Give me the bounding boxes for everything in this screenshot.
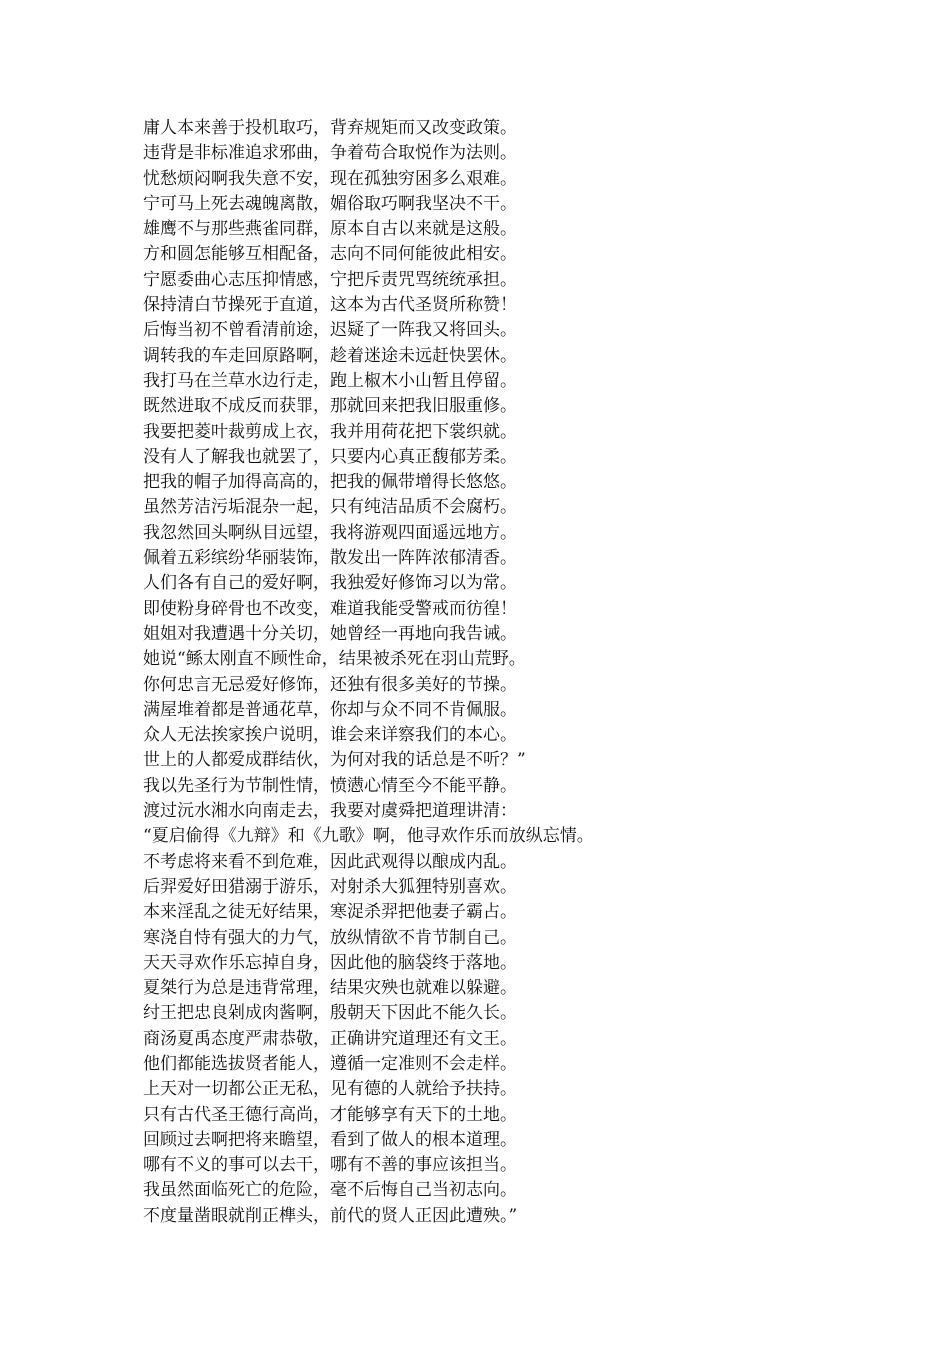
poem-text xyxy=(143,116,933,1229)
line-second-half: 我独爱好修饰习以为常。 xyxy=(330,573,517,594)
line-first-half: 渡过沅水湘水向南走去， xyxy=(143,801,330,822)
line-first-half: 天天寻欢作乐忘掉自身， xyxy=(143,952,330,973)
line-second-half: 我并用荷花把下裳织就。 xyxy=(330,421,517,442)
poem-line xyxy=(143,926,933,951)
poem-line xyxy=(143,622,933,647)
line-second-half: 媚俗取巧啊我坚决不干。 xyxy=(330,193,517,214)
line-first-half: 保持清白节操死于直道， xyxy=(143,295,330,316)
poem-line xyxy=(143,1052,933,1077)
line-second-half: 愤懑心情至今不能平静。 xyxy=(330,775,517,796)
line-first-half: 只有古代圣王德行高尚， xyxy=(143,1104,330,1125)
line-second-half: 结果灾殃也就难以躲避。 xyxy=(330,978,517,999)
line-second-half: 因此他的脑袋终于落地。 xyxy=(330,952,517,973)
poem-line xyxy=(143,445,933,470)
poem-line xyxy=(143,673,933,698)
poem-line xyxy=(143,597,933,622)
line-second-half: 他寻欢作乐而放纵忘情。 xyxy=(406,826,594,847)
poem-line xyxy=(143,799,933,824)
poem-line xyxy=(143,824,933,849)
poem-line xyxy=(143,1204,933,1229)
line-first-half: 不考虑将来看不到危难， xyxy=(143,851,330,872)
line-first-half: 我虽然面临死亡的危险， xyxy=(143,1180,330,1201)
poem-line xyxy=(143,1027,933,1052)
poem-line xyxy=(143,521,933,546)
poem-line xyxy=(143,1001,933,1026)
line-second-half: 还独有很多美好的节操。 xyxy=(330,674,517,695)
line-first-half: 佩着五彩缤纷华丽装饰， xyxy=(143,548,330,569)
poem-line xyxy=(143,571,933,596)
poem-line xyxy=(143,1153,933,1178)
line-second-half: 背弃规矩而又改变政策。 xyxy=(330,118,517,138)
line-first-half: 虽然芳洁污垢混杂一起， xyxy=(143,497,330,518)
line-second-half: 她曾经一再地向我告诫。 xyxy=(330,623,517,644)
line-second-half: 正确讲究道理还有文王。 xyxy=(330,1028,517,1049)
line-second-half: 对射杀大狐狸特别喜欢。 xyxy=(330,876,517,897)
line-second-half: 你却与众不同不肯佩服。 xyxy=(330,699,517,720)
line-first-half: 我要把菱叶裁剪成上衣， xyxy=(143,421,330,442)
poem-line xyxy=(143,141,933,166)
line-first-half: 哪有不义的事可以去干， xyxy=(143,1155,330,1176)
poem-line xyxy=(143,268,933,293)
line-second-half: 争着苟合取悦作为法则。 xyxy=(330,143,517,164)
poem-line xyxy=(143,242,933,267)
line-second-half: 原本自古以来就是这般。 xyxy=(330,219,517,240)
line-first-half: 没有人了解我也就罢了， xyxy=(143,446,330,467)
line-second-half: 散发出一阵阵浓郁清香。 xyxy=(330,548,517,569)
line-first-half: 满屋堆着都是普通花草， xyxy=(143,699,330,720)
line-first-half: 寒浇自恃有强大的力气， xyxy=(143,927,330,948)
line-second-half: 谁会来详察我们的本心。 xyxy=(330,725,517,746)
line-second-half: 寒浞杀羿把他妻子霸占。 xyxy=(330,902,517,923)
line-first-half: 众人无法挨家挨户说明， xyxy=(143,725,330,746)
line-first-half: 他们都能选拔贤者能人， xyxy=(143,1053,330,1074)
line-second-half: 趁着迷途未远赶快罢休。 xyxy=(330,345,517,366)
line-first-half: 宁可马上死去魂魄离散， xyxy=(143,193,330,214)
line-first-half: 宁愿委曲心志压抑情感， xyxy=(143,269,330,290)
line-first-half: 我忽然回头啊纵目远望， xyxy=(143,522,330,543)
line-first-half: 纣王把忠良剁成肉酱啊， xyxy=(143,1003,330,1024)
line-second-half: 我将游观四面遥远地方。 xyxy=(330,522,517,543)
line-first-half: 雄鹰不与那些燕雀同群， xyxy=(143,219,330,240)
line-second-half: 宁把斥责咒骂统统承担。 xyxy=(330,269,517,290)
line-first-half: 姐姐对我遭遇十分关切， xyxy=(143,623,330,644)
line-second-half: 志向不同何能彼此相安。 xyxy=(330,244,517,265)
line-second-half: 因此武观得以酿成内乱。 xyxy=(330,851,517,872)
poem-line xyxy=(143,546,933,571)
poem-line xyxy=(143,470,933,495)
line-first-half: 她说“鲧太刚直不顾性命， xyxy=(143,649,339,670)
poem-line xyxy=(143,774,933,799)
poem-line xyxy=(143,293,933,318)
line-first-half: 后悔当初不曾看清前途， xyxy=(143,320,330,341)
line-first-half: 商汤夏禹态度严肃恭敬， xyxy=(143,1028,330,1049)
line-second-half: 那就回来把我旧服重修。 xyxy=(330,396,517,417)
line-second-half: 殷朝天下因此不能久长。 xyxy=(330,1003,517,1024)
poem-line xyxy=(143,116,933,141)
line-first-half: 即使粉身碎骨也不改变， xyxy=(143,598,330,619)
line-second-half: 结果被杀死在羽山荒野。 xyxy=(338,649,526,670)
poem-line xyxy=(143,698,933,723)
line-first-half: 我打马在兰草水边行走， xyxy=(143,370,330,391)
poem-line xyxy=(143,647,933,672)
line-first-half: 世上的人都爱成群结伙， xyxy=(143,750,330,771)
line-second-half: 为何对我的话总是不听？” xyxy=(330,750,526,771)
line-second-half: 毫不后悔自己当初志向。 xyxy=(330,1180,517,1201)
line-first-half: 把我的帽子加得高高的， xyxy=(143,472,330,493)
line-second-half: 跑上椒木小山暂且停留。 xyxy=(330,370,517,391)
poem-line xyxy=(143,875,933,900)
line-second-half: 把我的佩带增得长悠悠。 xyxy=(330,472,517,493)
line-first-half: 忧愁烦闷啊我失意不安， xyxy=(143,168,330,189)
line-first-half: 你何忠言无忌爱好修饰， xyxy=(143,674,330,695)
line-first-half: 夏桀行为总是违背常理， xyxy=(143,978,330,999)
poem-line xyxy=(143,900,933,925)
line-first-half: 既然进取不成反而获罪， xyxy=(143,396,330,417)
poem-line xyxy=(143,951,933,976)
line-first-half: 回顾过去啊把将来瞻望， xyxy=(143,1129,330,1150)
line-first-half: 上天对一切都公正无私， xyxy=(143,1079,330,1100)
poem-line xyxy=(143,394,933,419)
line-second-half: 迟疑了一阵我又将回头。 xyxy=(330,320,517,341)
line-first-half: “夏启偷得《九辩》和《九歌》啊， xyxy=(143,826,407,847)
line-first-half: 调转我的车走回原路啊， xyxy=(143,345,330,366)
line-second-half: 我要对虞舜把道理讲清： xyxy=(330,801,517,822)
line-second-half: 这本为古代圣贤所称赞！ xyxy=(330,295,517,316)
poem-line xyxy=(143,167,933,192)
poem-line xyxy=(143,420,933,445)
line-first-half: 不度量凿眼就削正榫头， xyxy=(143,1205,330,1226)
poem-line xyxy=(143,976,933,1001)
line-second-half: 前代的贤人正因此遭殃。” xyxy=(330,1205,518,1226)
line-first-half: 庸人本来善于投机取巧， xyxy=(143,118,330,138)
line-second-half: 放纵情欲不肯节制自己。 xyxy=(330,927,517,948)
line-second-half: 见有德的人就给予扶持。 xyxy=(330,1079,517,1100)
poem-line xyxy=(143,344,933,369)
poem-line xyxy=(143,1178,933,1203)
poem-line xyxy=(143,1077,933,1102)
poem-line xyxy=(143,850,933,875)
poem-line xyxy=(143,495,933,520)
line-second-half: 难道我能受警戒而彷徨！ xyxy=(330,598,517,619)
poem-line xyxy=(143,318,933,343)
line-first-half: 本来淫乱之徒无好结果， xyxy=(143,902,330,923)
poem-line xyxy=(143,192,933,217)
line-first-half: 后羿爱好田猎溺于游乐， xyxy=(143,876,330,897)
poem-line xyxy=(143,723,933,748)
line-second-half: 遵循一定准则不会走样。 xyxy=(330,1053,517,1074)
poem-line xyxy=(143,1103,933,1128)
line-first-half: 违背是非标准追求邪曲， xyxy=(143,143,330,164)
poem-line xyxy=(143,748,933,773)
line-first-half: 人们各有自己的爱好啊， xyxy=(143,573,330,594)
poem-line xyxy=(143,1128,933,1153)
line-second-half: 才能够享有天下的土地。 xyxy=(330,1104,517,1125)
line-first-half: 我以先圣行为节制性情， xyxy=(143,775,330,796)
line-second-half: 哪有不善的事应该担当。 xyxy=(330,1155,517,1176)
line-second-half: 现在孤独穷困多么艰难。 xyxy=(330,168,517,189)
poem-line xyxy=(143,369,933,394)
line-second-half: 只有纯洁品质不会腐朽。 xyxy=(330,497,517,518)
poem-line xyxy=(143,217,933,242)
line-first-half: 方和圆怎能够互相配备， xyxy=(143,244,330,265)
line-second-half: 只要内心真正馥郁芳柔。 xyxy=(330,446,517,467)
line-second-half: 看到了做人的根本道理。 xyxy=(330,1129,517,1150)
